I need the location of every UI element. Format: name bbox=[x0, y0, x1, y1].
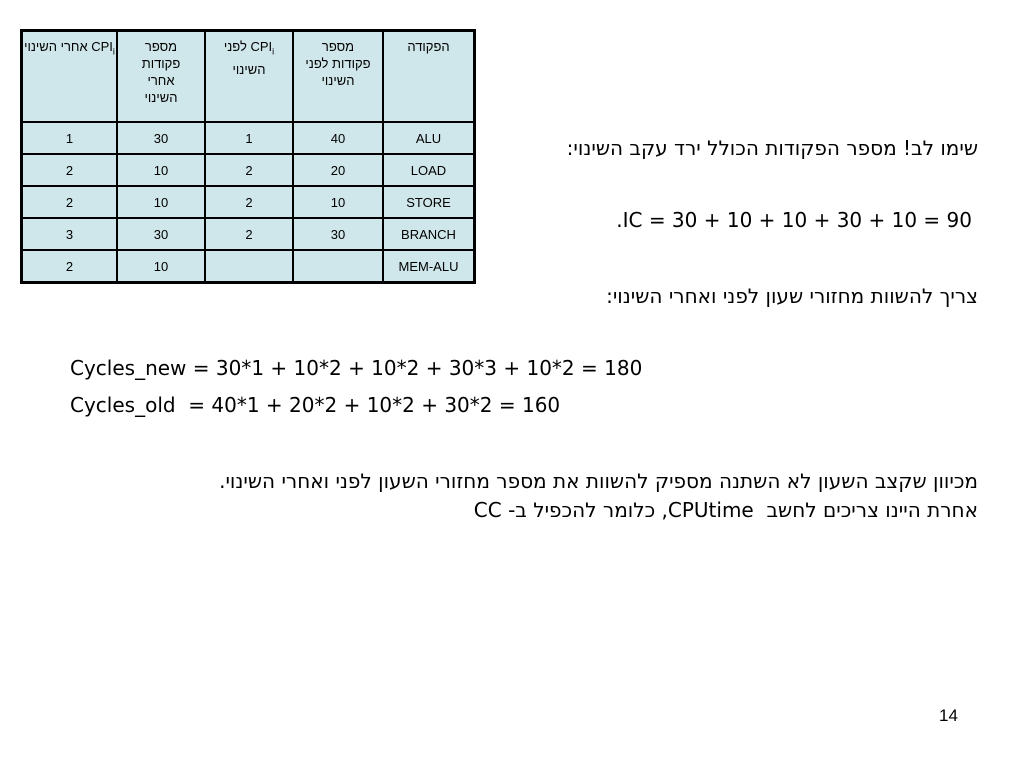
conclusion-line-1: מכיוון שקצב השעון לא השתנה מספיק להשוות את מספר מחזורי השעון לפני ואחרי השינוי. bbox=[219, 469, 978, 493]
page-number: 14 bbox=[939, 706, 958, 725]
cell-instruction: MEM-ALU bbox=[383, 250, 475, 283]
cell-cpi-after: 2 bbox=[22, 186, 118, 218]
cell-count-before: 20 bbox=[293, 154, 383, 186]
cell-count-after: 10 bbox=[117, 186, 205, 218]
header-cpi-after: $CPI_i$ אחרי השינוי bbox=[22, 31, 118, 123]
cell-cpi-after: 2 bbox=[22, 250, 118, 283]
cell-instruction: ALU bbox=[383, 122, 475, 154]
header-count-before: מספר פקודות לפני השינוי bbox=[293, 31, 383, 123]
cycles-new-formula: Cycles_new = 30*1 + 10*2 + 10*2 + 30*3 + 10*2 = 180 bbox=[70, 356, 643, 380]
instruction-table bbox=[20, 29, 476, 284]
cell-count-before: 10 bbox=[293, 186, 383, 218]
conclusion-paragraph bbox=[219, 467, 978, 525]
cell-count-after: 10 bbox=[117, 154, 205, 186]
cell-cpi-before bbox=[205, 250, 293, 283]
cell-count-after: 10 bbox=[117, 250, 205, 283]
cell-cpi-before: 2 bbox=[205, 154, 293, 186]
cell-count-after: 30 bbox=[117, 122, 205, 154]
note-text: שימו לב! מספר הפקודות הכולל ירד עקב השינוי: bbox=[566, 136, 978, 160]
header-count-after: מספר פקודות אחרי השינוי bbox=[117, 31, 205, 123]
cell-cpi-after: 2 bbox=[22, 154, 118, 186]
cell-instruction: BRANCH bbox=[383, 218, 475, 250]
cell-instruction: LOAD bbox=[383, 154, 475, 186]
table-row bbox=[22, 250, 475, 283]
header-cpi-before: $CPI_i$ לפני השינוי bbox=[205, 31, 293, 123]
cell-count-before: 30 bbox=[293, 218, 383, 250]
table-row bbox=[22, 186, 475, 218]
cell-count-before: 40 bbox=[293, 122, 383, 154]
table-row bbox=[22, 154, 475, 186]
cell-count-after: 30 bbox=[117, 218, 205, 250]
cell-count-before bbox=[293, 250, 383, 283]
cell-cpi-before: 2 bbox=[205, 186, 293, 218]
compare-text: צריך להשוות מחזורי שעון לפני ואחרי השינוי: bbox=[606, 284, 978, 308]
cycles-old-formula: Cycles_old = 40*1 + 20*2 + 10*2 + 30*2 = 160 bbox=[70, 393, 561, 417]
cell-cpi-after: 3 bbox=[22, 218, 118, 250]
ic-formula: IC = 30 + 10 + 10 + 30 + 10 = 90. bbox=[616, 208, 972, 232]
cell-cpi-after: 1 bbox=[22, 122, 118, 154]
table-header-row bbox=[22, 31, 475, 123]
table-row bbox=[22, 218, 475, 250]
conclusion-line-2: אחרת היינו צריכים לחשב CPUtime, כלומר להכפיל ב- CC bbox=[473, 498, 978, 522]
table-row bbox=[22, 122, 475, 154]
cell-cpi-before: 1 bbox=[205, 122, 293, 154]
header-instruction: הפקודה bbox=[383, 31, 475, 123]
cell-instruction: STORE bbox=[383, 186, 475, 218]
cell-cpi-before: 2 bbox=[205, 218, 293, 250]
